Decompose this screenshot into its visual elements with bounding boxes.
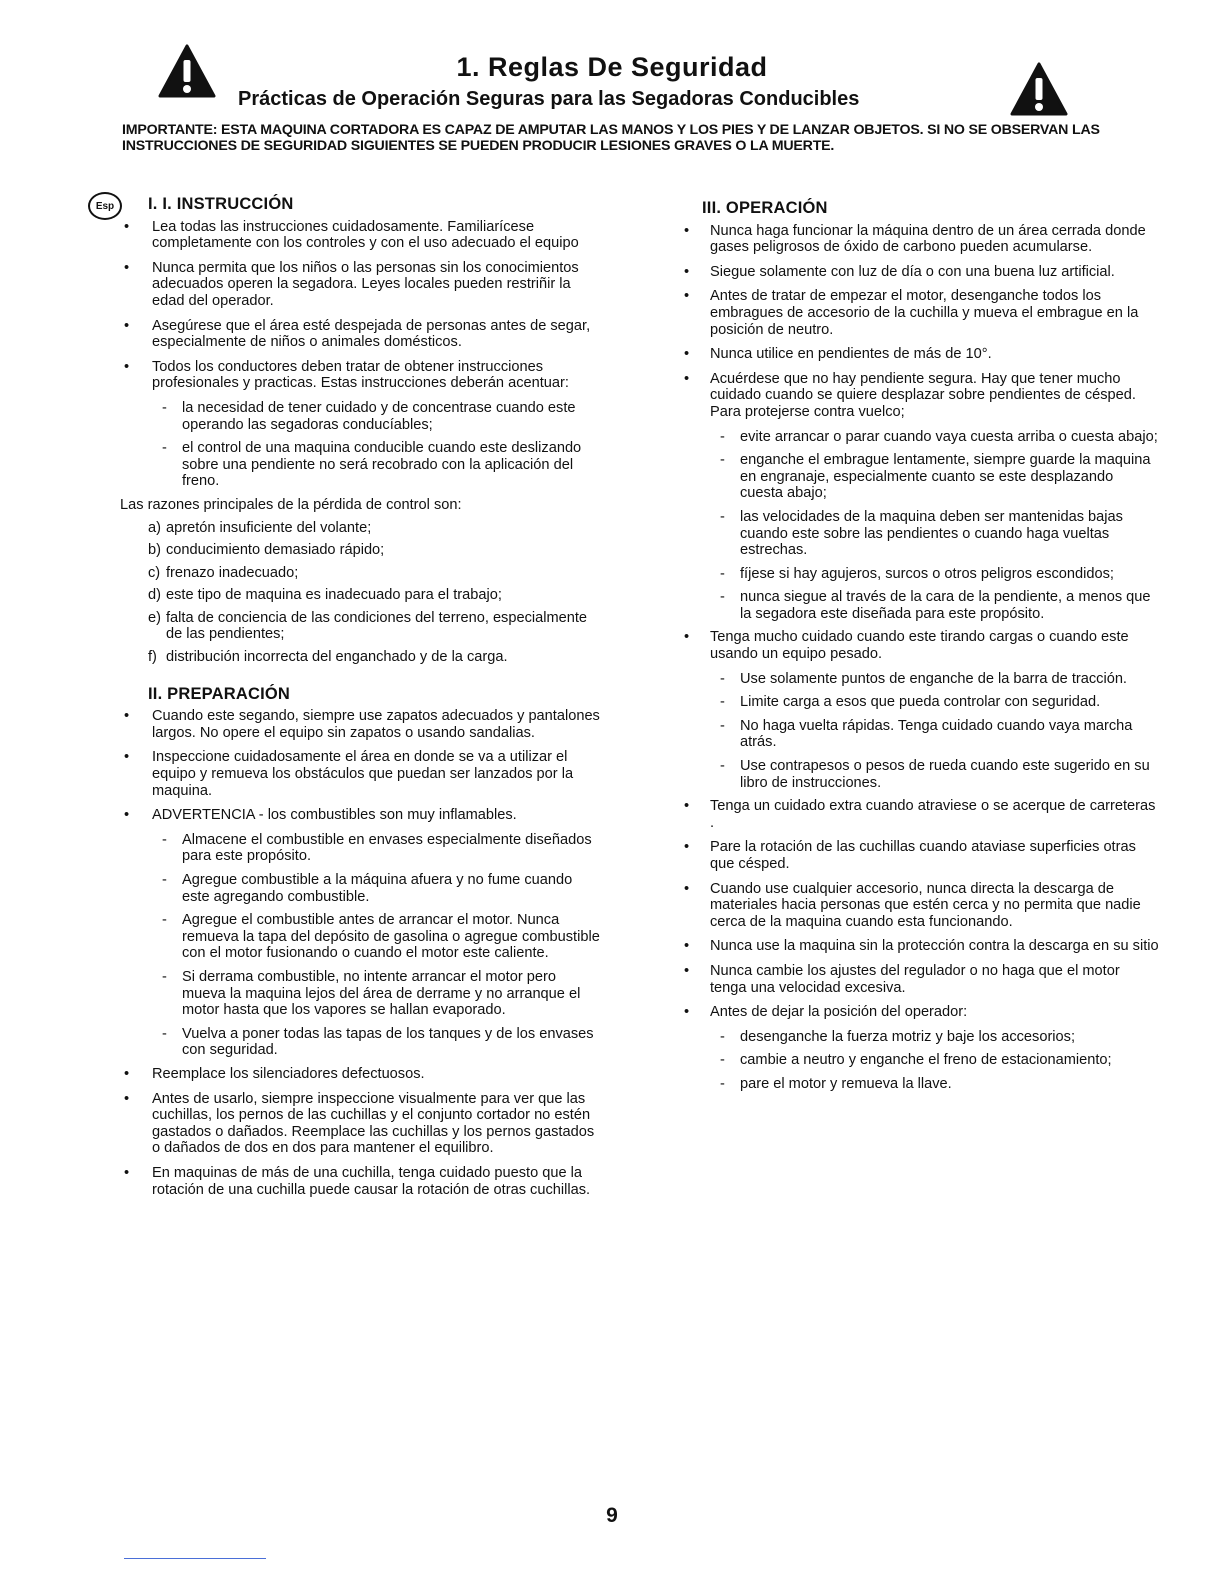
list-item: • ADVERTENCIA - los combustibles son muy inflamables.: [120, 807, 600, 824]
razon-label: a): [148, 519, 161, 536]
list-item: • Cuando use cualquier accesorio, nunca directa la descarga de materiales hacia personas que estén cerca y no permita que nadie cerca de la maquina cuando esta funcionando.: [680, 881, 1160, 931]
razon-text: distribución incorrecta del enganchado y de la carga.: [166, 649, 508, 666]
list-item: • Nunca permita que los niños o las personas sin los conocimientos adecuados operen la segadora. Leyes locales pueden restriñir la edad del operador.: [120, 260, 600, 310]
list-item: • En maquinas de más de una cuchilla, tenga cuidado puesto que la rotación de una cuchilla puede causar la rotación de otras cuchillas.: [120, 1165, 600, 1198]
sub-list-item: - pare el motor y remueva la llave.: [710, 1076, 1160, 1093]
list-item: • Nunca cambie los ajustes del regulador o no haga que el motor tenga una velocidad excesiva.: [680, 963, 1160, 996]
list-item: • Pare la rotación de las cuchillas cuando ataviase superficies otras que césped.: [680, 839, 1160, 872]
sub-list-item: - Si derrama combustible, no intente arrancar el motor pero mueva la maquina lejos del área de derrame y no arranque el motor hasta que los vapores se hallan evaporado.: [152, 969, 600, 1019]
list-item: • Asegúrese que el área esté despejada de personas antes de segar, especialmente de niños o animales domésticos.: [120, 318, 600, 351]
left-column: [120, 196, 600, 1206]
important-warning: IMPORTANTE: ESTA MAQUINA CORTADORA ES CAPAZ DE AMPUTAR LAS MANOS Y LOS PIES Y DE LANZAR OBJETOS. SI NO SE OBSERVAN LAS INSTRUCCIONES DE SEGURIDAD SIGUIENTES SE PUEDEN PRODUCIR LESIONES GRAVES O LA MUERTE.: [122, 122, 1100, 154]
sub-list-item: - cambie a neutro y enganche el freno de estacionamiento;: [710, 1052, 1160, 1069]
list-item: • Reemplace los silenciadores defectuosos.: [120, 1066, 600, 1083]
razon-label: c): [148, 564, 161, 581]
razon-label: f): [148, 649, 157, 666]
section-title-operacion: III. OPERACIÓN: [702, 199, 828, 217]
razon-text: este tipo de maquina es inadecuado para el trabajo;: [166, 587, 502, 604]
list-item: • Lea todas las instrucciones cuidadosamente. Familiarícese completamente con los controles y con el uso adecuado el equipo: [120, 219, 600, 252]
sub-list-item: - Use solamente puntos de enganche de la barra de tracción.: [710, 671, 1160, 688]
sub-list-item: - evite arrancar o parar cuando vaya cuesta arriba o cuesta abajo;: [710, 429, 1160, 446]
list-item: • Inspeccione cuidadosamente el área en donde se va a utilizar el equipo y remueva los obstáculos que puedan ser lanzados por la maquina.: [120, 749, 600, 799]
list-item: • Nunca use la maquina sin la protección contra la descarga en su sitio: [680, 938, 1160, 955]
list-item: • Cuando este segando, siempre use zapatos adecuados y pantalones largos. No opere el equipo sin zapatos o usando sandalias.: [120, 708, 600, 741]
page-subtitle: Prácticas de Operación Seguras para las Segadoras Conducibles: [238, 88, 860, 110]
sub-list-item: - No haga vuelta rápidas. Tenga cuidado cuando vaya marcha atrás.: [710, 718, 1160, 751]
razon-label: d): [148, 587, 161, 604]
list-item: • Antes de usarlo, siempre inspeccione visualmente para ver que las cuchillas, los pernos de las cuchillas y el conjunto cortador no estén gastados o dañados. Reemplace las cuchillas y los pernos gastados o dañados de dos en dos para mantener el equilibro.: [120, 1091, 600, 1157]
razon-label: e): [148, 609, 161, 626]
sub-list-item: - Agregue combustible a la máquina afuera y no fume cuando este agregando combustible.: [152, 872, 600, 905]
section-title-instruccion: I. I. INSTRUCCIÓN: [148, 195, 294, 213]
sub-list-item: - Use contrapesos o pesos de rueda cuando este sugerido en su libro de instrucciones.: [710, 758, 1160, 791]
razon-item: [148, 520, 600, 537]
sub-list-item: - las velocidades de la maquina deben ser mantenidas bajas cuando este sobre las pendientes o cuando haga vueltas estrechas.: [710, 509, 1160, 559]
sub-list-item: - Agregue el combustible antes de arrancar el motor. Nunca remueva la tapa del depósito de gasolina o agregue combustible con el motor fusionando o cuando el motor este caliente.: [152, 912, 600, 962]
sub-list-item: - Limite carga a esos que pueda controlar con seguridad.: [710, 694, 1160, 711]
razon-item: [148, 565, 600, 582]
razones-intro: Las razones principales de la pérdida de control son:: [120, 496, 462, 513]
razon-item: [148, 649, 600, 666]
sub-list-item: - el control de una maquina conducible cuando este deslizando sobre una pendiente no será recobrado con la aplicación del freno.: [152, 440, 600, 490]
language-badge-icon: Esp: [88, 192, 122, 220]
sub-list-item: - enganche el embrague lentamente, siempre guarde la maquina en engranaje, especialmente cuanto se este desplazando cuesta abajo;: [710, 452, 1160, 502]
section-title-preparacion: II. PREPARACIÓN: [148, 684, 291, 703]
list-item: • Antes de dejar la posición del operador:: [680, 1004, 1160, 1021]
razon-text: apretón insuficiente del volante;: [166, 519, 372, 536]
page-title: 1. Reglas De Seguridad: [456, 52, 768, 82]
razon-item: [148, 610, 600, 643]
sub-list-item: - la necesidad de tener cuidado y de concentrase cuando este operando las segadoras conducíables;: [152, 400, 600, 433]
razon-item: [148, 587, 600, 604]
list-item: • Acuérdese que no hay pendiente segura. Hay que tener mucho cuidado cuando se quiere desplazar sobre pendientes de césped. Para protejerse contra vuelco;: [680, 371, 1160, 421]
sub-list-item: - fíjese si hay agujeros, surcos o otros peligros escondidos;: [710, 566, 1160, 583]
sub-list-item: - Almacene el combustible en envases especialmente diseñados para este propósito.: [152, 832, 600, 865]
page-header: [0, 0, 1224, 180]
razon-text: frenazo inadecuado;: [166, 564, 299, 581]
list-item: • Nunca haga funcionar la máquina dentro de un área cerrada donde gases peligrosos de óxido de carbono pueden acumularse.: [680, 223, 1160, 256]
sub-list-item: - Vuelva a poner todas las tapas de los tanques y de los envases con seguridad.: [152, 1026, 600, 1059]
razon-item: [148, 542, 600, 559]
right-column: [680, 200, 1160, 1100]
list-item: • Todos los conductores deben tratar de obtener instrucciones profesionales y practicas. Estas instrucciones deberán acentuar:: [120, 359, 600, 392]
razon-label: b): [148, 542, 161, 559]
page-number: 9: [606, 1504, 618, 1527]
list-item: • Tenga mucho cuidado cuando este tirando cargas o cuando este usando un equipo pesado.: [680, 629, 1160, 662]
warning-triangle-icon: [1010, 62, 1068, 116]
razon-text: falta de conciencia de las condiciones del terreno, especialmente de las pendientes;: [166, 609, 588, 643]
razon-text: conducimiento demasiado rápido;: [166, 542, 385, 559]
list-item: • Siegue solamente con luz de día o con una buena luz artificial.: [680, 264, 1160, 281]
list-item: • Tenga un cuidado extra cuando atraviese o se acerque de carreteras .: [680, 798, 1160, 831]
divider: [124, 1558, 266, 1559]
list-item: • Nunca utilice en pendientes de más de 10°.: [680, 346, 1160, 363]
list-item: • Antes de tratar de empezar el motor, desenganche todos los embragues de accesorio de la cuchilla y mueva el embrague en la posición de neutro.: [680, 288, 1160, 338]
sub-list-item: - nunca siegue al través de la cara de la pendiente, a menos que la segadora este diseñada para este propósito.: [710, 589, 1160, 622]
sub-list-item: - desenganche la fuerza motriz y baje los accesorios;: [710, 1029, 1160, 1046]
